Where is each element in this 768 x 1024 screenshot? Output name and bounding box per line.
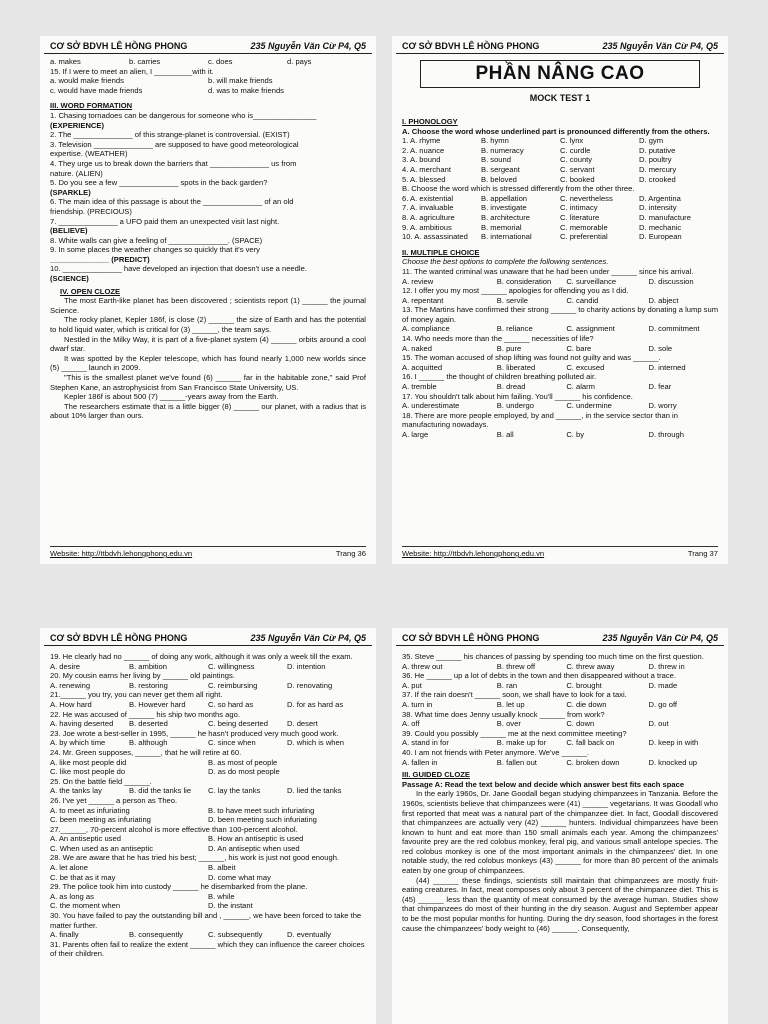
option: B. while (208, 891, 235, 901)
option: B. pure (496, 343, 522, 353)
option: A. stand in for (402, 738, 449, 748)
option: C. reimbursing (208, 680, 258, 690)
wf-line: 5. Do you see a few ______________ spots in the back garden? (50, 178, 268, 188)
options-row (50, 76, 366, 95)
test-title: MOCK TEST 1 (529, 93, 591, 103)
option: C. alarm (566, 382, 596, 392)
option: B. although (129, 738, 168, 748)
question: 20. My cousin earns her living by ______ old paintings. (50, 671, 235, 681)
stress-list (402, 194, 718, 242)
page-footer (402, 546, 718, 558)
option: D. poultry (639, 155, 672, 165)
option: C. being deserted (208, 719, 268, 729)
option: A. fallen in (402, 757, 438, 767)
wf-line: 8. White walls can give a feeling of ______________. (SPACE) (50, 235, 263, 245)
options-row (402, 700, 718, 710)
options-row (402, 232, 718, 242)
option: A. renewing (50, 680, 91, 690)
option: A. threw out (402, 661, 443, 671)
wf-line: 9. In some places the weather changes so quickly that it's very (50, 245, 260, 255)
school-address: 235 Nguyễn Văn Cừ P4, Q5 (602, 633, 718, 643)
options-row (402, 401, 718, 411)
option: 10. A. assassinated (402, 232, 468, 242)
options-row (50, 700, 366, 710)
option: C. broken down (566, 757, 620, 767)
option: A. like most people did (50, 757, 127, 767)
phonology-list (402, 136, 718, 184)
option: A. let alone (50, 863, 88, 873)
option: C. When used as an antiseptic (50, 843, 153, 853)
website-link[interactable]: Website: http://ttbdvh.lehongphong.edu.vn (402, 549, 545, 558)
wf-line: (EXPERIENCE) (50, 120, 105, 130)
options-row (402, 363, 718, 373)
question: 21.______ you try, you can never get them all right. (50, 690, 223, 700)
option: a. makes (50, 57, 81, 66)
option: D. go off (648, 699, 678, 709)
option: B. investigate (481, 203, 527, 213)
option: B. consequently (129, 930, 184, 940)
option: C. candid (566, 295, 599, 305)
option: D. crooked (639, 174, 676, 184)
options-row (50, 930, 366, 940)
option: D. Argentina (639, 193, 681, 203)
option: B. to have meet such infuriating (208, 805, 315, 815)
option: B. sound (481, 155, 511, 165)
option: B. memorial (481, 222, 522, 232)
option: C. intimacy (560, 203, 598, 213)
page-header (44, 36, 372, 54)
instruction: Passage A: Read the text below and decide which answer best fits each space (402, 779, 685, 789)
page-header (396, 36, 724, 54)
paragraph: "This is the smallest planet we've found (6) ______ far in the habitable zone," said Prof Stephen Kane, an astrophysicist from San Francisco State University, US. (50, 373, 366, 392)
option: D. come what may (208, 872, 271, 882)
option: A. the tanks lay (50, 786, 102, 796)
option: C. booked (560, 174, 595, 184)
options-row (402, 738, 718, 748)
options-row (50, 57, 366, 67)
page-header (44, 628, 372, 646)
option: A. having deserted (50, 719, 114, 729)
options-row (50, 758, 366, 777)
option: A. How hard (50, 699, 92, 709)
question: 11. The wanted criminal was unaware that he had been under ______ since his arrival. (402, 266, 694, 276)
option: A. acquitted (402, 362, 443, 372)
school-address: 235 Nguyễn Văn Cừ P4, Q5 (602, 41, 718, 51)
option: B. did the tanks lie (129, 786, 192, 796)
option: D. been meeting such infuriating (208, 815, 317, 825)
option: A. finally (50, 930, 79, 940)
option: D. putative (639, 145, 676, 155)
school-address: 235 Nguyễn Văn Cừ P4, Q5 (250, 41, 366, 51)
option: c. would have made friends (50, 85, 143, 95)
option: C. undermine (566, 401, 612, 411)
section-heading: III. GUIDED CLOZE (402, 770, 470, 780)
question: 36. He ______ up a lot of debts in the town and then disappeared without a trace. (402, 671, 676, 681)
options-row (402, 136, 718, 146)
option: C. curdle (560, 145, 591, 155)
question: 23. Joe wrote a best-seller in 1995, ______ he hasn't produced very much good work. (50, 728, 339, 738)
paragraph: The researchers estimate that is a little bigger (8) ______ our planet, with a radius that is about 10% larger than ours. (50, 401, 366, 421)
options-row (402, 213, 718, 223)
option: D. which is when (287, 738, 344, 748)
option: C. surveillance (566, 276, 617, 286)
option: D. keep in with (648, 738, 699, 748)
instruction: A. Choose the word whose underlined part is pronounced differently from the others. (402, 126, 710, 136)
options-row (402, 203, 718, 213)
option: D. through (648, 430, 684, 439)
option: D. mercury (639, 164, 677, 174)
option: b. will make friends (208, 76, 273, 86)
question: 25. On the battle field ______. (50, 776, 152, 786)
option: 3. A. bound (402, 155, 441, 165)
question: 17. You shouldn't talk about him failing. You'll ______ his confidence. (402, 391, 633, 401)
option: B. albeit (208, 863, 236, 873)
option: D. An antiseptic when used (208, 843, 300, 853)
wf-line: expertise. (WEATHER) (50, 149, 128, 159)
website-link[interactable]: Website: http://ttbdvh.lehongphong.edu.vn (50, 549, 193, 558)
question: 14. Who needs more than the ______ necessities of life? (402, 334, 594, 344)
option: B. architecture (481, 212, 530, 222)
wf-line: (SPARKLE) (50, 187, 91, 197)
option: D. fear (648, 382, 672, 392)
option: C. down (566, 719, 595, 729)
option: A. off (402, 719, 420, 729)
option: 4. A. merchant (402, 164, 451, 174)
option: B. make up for (496, 738, 547, 748)
section-heading (50, 287, 366, 297)
option: D. the instant (208, 901, 253, 911)
question: 18. There are more people employed, by and ______, in the service sector than in manufacturing nowadays. (402, 410, 678, 430)
option: D. worry (648, 401, 677, 411)
option: C. the moment when (50, 901, 121, 911)
wf-line: 2. The ______________ of this strange-planet is controversial. (EXIST) (50, 130, 290, 140)
question: 24. Mr. Green supposes, ______, that he will retire at 60. (50, 747, 242, 757)
page-36 (40, 36, 376, 564)
question: 16. I ______ the thought of children breathing polluted air. (402, 372, 597, 382)
option: C. lynx (560, 136, 584, 146)
option: D. interned (648, 362, 686, 372)
question: 15. If I were to meet an alien, I _________with it. (50, 66, 214, 76)
option: C. bare (566, 343, 592, 353)
option: B. ran (496, 680, 518, 690)
options-row (402, 146, 718, 156)
option: A. as long as (50, 891, 94, 901)
option: C. lay the tanks (208, 786, 261, 796)
option: B. as most of people (208, 757, 278, 767)
option: 6. A. existential (402, 193, 454, 203)
paragraph: (44) ______ these findings, scientists still maintain that chimpanzees are mostly fruit-eating creatures. In fact, meat composes only about 3 percent of the chimpanzee diet. This is (45) ______ less than the quantity of meat consumed by the average human. Studies show that chimpanzees do most of their hunting in the dry season. August and September appear to be the most popular months for hunting. During the dry season, food shortages in the forest cause the chimpanzees' body weight to (46) ______. Consequently, (402, 875, 718, 933)
option: C. county (560, 155, 593, 165)
wf-line: 3. Television ______________ are supposed to have good meteorological (50, 139, 299, 149)
options-row (402, 194, 718, 204)
option: C. willingness (208, 661, 255, 671)
question: 31. Parents often fail to realize the extent ______ which they can influence the career choices of their children. (50, 939, 365, 959)
school-name: CƠ SỞ BDVH LÊ HỒNG PHONG (402, 633, 540, 643)
option: B. However hard (129, 699, 186, 709)
options-row (402, 662, 718, 672)
section-title: IV. OPEN CLOZE (60, 286, 121, 296)
option: C. literature (560, 212, 600, 222)
option: A. compliance (402, 324, 450, 334)
option: C. subsequently (208, 930, 263, 940)
option: B. beloved (481, 174, 517, 184)
options-row (50, 892, 366, 911)
page-body (396, 646, 724, 933)
option: b. carries (129, 57, 161, 66)
page-37 (392, 36, 728, 564)
option: B. numeracy (481, 145, 524, 155)
option: B. deserted (129, 719, 168, 729)
question: 12. I offer you my most ______ apologies for offending you as I did. (402, 286, 629, 296)
option: C. die down (566, 699, 607, 709)
options-row (50, 719, 366, 729)
options-row (50, 834, 366, 853)
option: B. all (496, 430, 514, 439)
page-header (396, 628, 724, 646)
option: B. servile (496, 295, 529, 305)
option: D. desert (287, 719, 318, 729)
options-row (402, 681, 718, 691)
option: 2. A. nuance (402, 145, 445, 155)
option: B. How an antiseptic is used (208, 834, 304, 844)
option: A. tremble (402, 382, 437, 392)
options-row (50, 738, 366, 748)
option: D. threw in (648, 661, 685, 671)
option: c. does (208, 57, 233, 66)
wf-line: ______________ (PREDICT) (50, 254, 150, 264)
instruction: Choose the best options to complete the following sentences. (402, 257, 609, 267)
options-row (402, 324, 718, 334)
question: 22. He was accused of ______ his ship two months ago. (50, 709, 240, 719)
option: D. made (648, 680, 678, 690)
option: A. by which time (50, 738, 106, 748)
option: D. manufacture (639, 212, 691, 222)
options-row (50, 662, 366, 672)
option: B. liberated (496, 362, 536, 372)
options-row (402, 165, 718, 175)
option: B. fallen out (496, 757, 537, 767)
school-name: CƠ SỞ BDVH LÊ HỒNG PHONG (50, 633, 188, 643)
option: C. brought (566, 680, 602, 690)
question: 35. Steve ______ his chances of passing by spending too much time on the first question. (402, 652, 704, 661)
option: A. underestimate (402, 401, 460, 411)
option: D. commitment (648, 324, 700, 334)
options-row (50, 863, 366, 882)
question: 19. He clearly had no ______ of doing any work, although it was only a week till the exam. (50, 652, 353, 661)
option: 5. A. blessed (402, 174, 446, 184)
option: A. review (402, 276, 434, 286)
question: 40. I am not friends with Peter anymore. We've ______. (402, 747, 590, 757)
wf-line: (SCIENCE) (50, 274, 89, 284)
option: D. intensity (639, 203, 677, 213)
option: C. memorable (560, 222, 608, 232)
option: D. for as hard as (287, 699, 344, 709)
option: 7. A. invaluable (402, 203, 454, 213)
option: D. eventually (287, 930, 331, 940)
option: B. dread (496, 382, 526, 392)
page-39 (392, 628, 728, 1024)
word-formation-list (50, 111, 366, 284)
option: 8. A. agriculture (402, 212, 455, 222)
options-row (402, 296, 718, 306)
question: 15. The woman accused of shop lifting was found not guilty and was ______. (402, 353, 661, 363)
option: a. would make friends (50, 76, 124, 86)
paragraph: Nestled in the Milky Way, it is part of a five-planet system (4) ______ orbits around a cool dwarf star. (50, 334, 366, 354)
option: C. nevertheless (560, 193, 613, 203)
options-row (402, 344, 718, 354)
option: C. since when (208, 738, 256, 748)
option: B. undergo (496, 401, 534, 411)
option: A. An antiseptic used (50, 834, 121, 844)
wf-line: nature. (ALIEN) (50, 168, 103, 178)
wf-line: friendship. (PRECIOUS) (50, 206, 132, 216)
paragraph: The most Earth-like planet has been discovered ; scientists report (1) ______ the journal Science. (50, 296, 366, 315)
options-row (50, 786, 366, 796)
question: 37. If the rain doesn't ______ soon, we shall have to look for a taxi. (402, 690, 627, 700)
option: C. by (566, 430, 585, 439)
option: B. reliance (496, 324, 533, 334)
option: B. ambition (129, 661, 167, 671)
question: 39. Could you possibly ______ me at the next committee meeting? (402, 728, 627, 738)
multiple-choice-list (402, 267, 718, 440)
page-body (396, 111, 724, 440)
page-number: Trang 37 (687, 549, 718, 558)
option: B. appellation (481, 193, 528, 203)
option: d. was to make friends (208, 85, 284, 95)
option: A. to meet as infuriating (50, 805, 130, 815)
option: C. be that as it may (50, 872, 116, 882)
page-number: Trang 36 (335, 549, 366, 558)
option: D. lied the tanks (287, 786, 342, 796)
option: C. like most people do (50, 767, 126, 777)
option: D. knocked up (648, 757, 698, 767)
paragraph: It was spotted by the Kepler telescope, which has found nearly 1,000 new worlds since (5) ______ launch in 2009. (50, 353, 366, 373)
wf-line: 10. ______________ have developed an injection that doesn't use a needle. (50, 264, 307, 274)
options-row (402, 155, 718, 165)
option: D. out (648, 719, 669, 729)
options-row (50, 806, 366, 825)
paragraph: Kepler 186f is about 500 (7) ______-years away from the Earth. (64, 392, 279, 402)
option: A. turn in (402, 699, 433, 709)
page-body (44, 54, 372, 421)
instruction: B. Choose the word which is stressed differently from the other three. (402, 184, 635, 194)
option: D. as do most people (208, 767, 280, 777)
option: C. assignment (566, 324, 615, 334)
option: C. been meeting as infuriating (50, 815, 151, 825)
paragraph: In the early 1960s, Dr. Jane Goodall began studying chimpanzees in Tanzania. Before the 1960s, scientists believe that chimpanzees were (41) ______ vegetarians. It was Goodall who first reported that meat was a natural part of the chimpanzee diet. In fact, Goodall discovered that chimpanzees are actually very (42) ______ hunters. Individual chimpanzees have been known to hunt and eat more than 150 small animals each year. Among the chimpanzees' favourite prey are the red colobus monkey, feral pig, and various small antelope species. The red colobus monkey is one of the most important animals in the chimpanzees' diet. In one notable study, the red colobus monkeys (43) ______ for more than 80 percent of the animals eaten by one group of chimpanzees. (402, 789, 718, 876)
section-heading: III. WORD FORMATION (50, 101, 133, 111)
paragraph: The rocky planet, Kepler 186f, is close (2) ______ the size of Earth and has the potential to hold liquid water, which is critical for (3) ______, the team says. (50, 315, 366, 335)
options-row (50, 681, 366, 691)
school-name: CƠ SỞ BDVH LÊ HỒNG PHONG (402, 41, 540, 51)
option: D. sole (648, 343, 673, 353)
option: 1. A. rhyme (402, 136, 441, 146)
option: A. large (402, 430, 429, 439)
option: B. hymn (481, 136, 509, 146)
option: D. European (639, 232, 682, 242)
question: 29. The police took him into custody ______ he disembarked from the plane. (50, 882, 308, 892)
option: A. put (402, 680, 422, 690)
option: C. servant (560, 164, 595, 174)
section-title-box: PHẦN NÂNG CAO (420, 60, 700, 88)
option: C. so hard as (208, 699, 254, 709)
wf-line: 1. Chasing tornadoes can be dangerous for someone who is_______________ (50, 110, 317, 120)
page-38 (40, 628, 376, 1024)
option: B. international (481, 232, 532, 242)
question: 38. What time does Jenny usually knock ______ from work? (402, 709, 605, 719)
question: 27.______, 70-percent alcohol is more effective than 100-percent alcohol. (50, 824, 298, 834)
option: C. fall back on (566, 738, 615, 748)
option: C. threw away (566, 661, 615, 671)
options-row (402, 430, 718, 440)
option: B. over (496, 719, 521, 729)
page-footer (50, 546, 366, 558)
option: B. threw off (496, 661, 536, 671)
option: C. preferential (560, 232, 608, 242)
wf-line: 6. The main idea of this passage is about the ______________ of an old (50, 197, 294, 207)
option: D. mechanic (639, 222, 682, 232)
option: D. renovating (287, 680, 333, 690)
option: A. naked (402, 343, 432, 353)
option: C. excused (566, 362, 605, 372)
option: B. let up (496, 699, 525, 709)
options-row (402, 382, 718, 392)
section-heading: I. PHONOLOGY (402, 117, 458, 126)
option: D. intention (287, 661, 326, 671)
school-name: CƠ SỞ BDVH LÊ HỒNG PHONG (50, 41, 188, 51)
option: 9. A. ambitious (402, 222, 452, 232)
open-cloze-passage (50, 296, 366, 421)
option: D. discussion (648, 276, 694, 286)
wf-line: (BELIEVE) (50, 226, 88, 236)
multiple-choice-list (44, 646, 372, 959)
options-row (402, 277, 718, 287)
options-row (402, 719, 718, 729)
options-row (402, 223, 718, 233)
question: 26. I've yet ______ a person as Theo. (50, 795, 178, 805)
option: B. restoring (129, 680, 168, 690)
option: d. pays (287, 57, 312, 66)
question: 30. You have failed to pay the outstanding bill and , ______, we have been forced to take the matter further. (50, 911, 362, 930)
option: D. gym (639, 136, 664, 146)
option: A. repentant (402, 295, 444, 305)
option: D. abject (648, 295, 679, 305)
wf-line: 4. They urge us to break down the barriers that ______________ us from (50, 158, 297, 168)
option: A. desire (50, 661, 80, 671)
school-address: 235 Nguyễn Văn Cừ P4, Q5 (250, 633, 366, 643)
section-heading: II. MULTIPLE CHOICE (402, 247, 480, 257)
options-row (402, 175, 718, 185)
wf-line: 7. ______________ a UFO paid them an unexpected visit last night. (50, 216, 280, 226)
question: 13. The Martins have confirmed their strong ______ to charity actions by donating a lump sum of money again. (402, 305, 719, 324)
option: B. consideration (496, 276, 552, 286)
option: B. sergeant (481, 164, 520, 174)
question: 28. We are aware that he has tried his best; ______, his work is just not good enough. (50, 853, 340, 863)
options-row (402, 758, 718, 768)
multiple-choice-list (402, 652, 718, 767)
